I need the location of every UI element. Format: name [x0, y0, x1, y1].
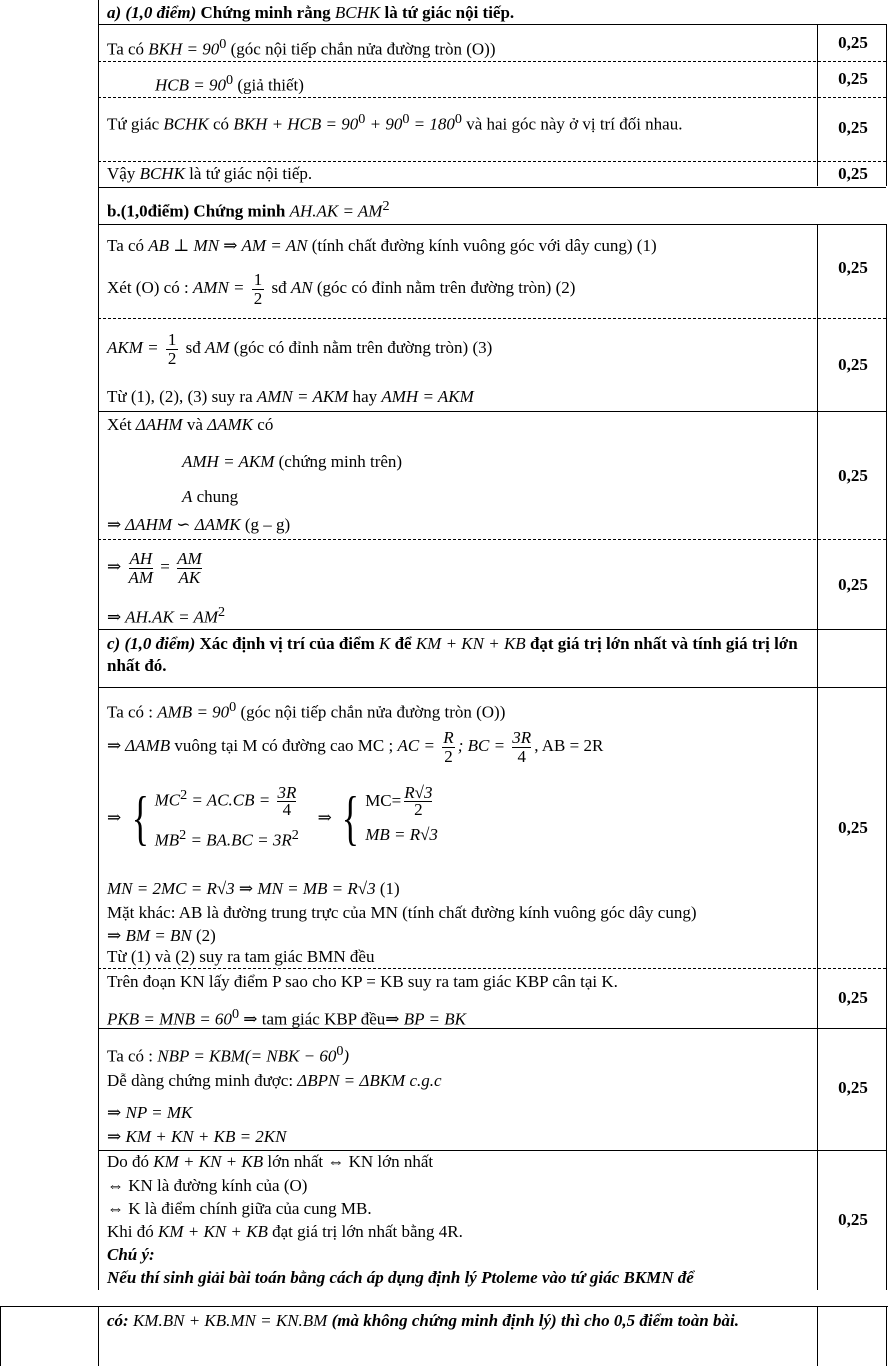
- part-a-line-1: Ta có BKH = $90^0$ (góc nội tiếp chắn nửa đường tròn (O)): [107, 36, 496, 59]
- part-a-line-4: Vậy BCHK là tứ giác nội tiếp.: [107, 164, 313, 183]
- brace-icon: {: [341, 784, 360, 851]
- part-b-heading: b.(1,0điểm) Chứng minh $AH.AK = AM^2$: [107, 198, 390, 221]
- part-c-line-10: Ta có : NBP = KBM(= NBK − $60^0$): [107, 1043, 350, 1066]
- fraction: $\frac{1}{2}$: [167, 329, 177, 368]
- row-divider: [98, 161, 886, 162]
- equation-system-1: $MC^2 = AC.CB$ = $\frac{3R}{4}$ $MB^2 = BA.BC = 3R^2$: [154, 783, 299, 850]
- fraction: $\frac{AM}{AK}$: [177, 548, 202, 587]
- table-left-border: [98, 0, 99, 1290]
- note-line-2: có: KM.BN + KB.MN = KN.BM (mà không chứng minh định lý) thì cho 0,5 điểm toàn bài.: [107, 1311, 739, 1330]
- score-value: 0,25: [838, 69, 868, 88]
- brace-icon: {: [131, 784, 149, 851]
- part-b-line-7: A chung: [182, 487, 239, 506]
- part-b-label: b.(1,0điểm): [107, 201, 190, 221]
- part-a-line-3: Tứ giác BCHK có BKH + HCB = $90^0 + 90^0 = 180^0$ và hai góc này ở vị trí đối nhau.: [107, 111, 683, 134]
- score-value: 0,25: [838, 355, 868, 374]
- part-a-line-2: HCB = $90^0$ (giả thiết): [155, 72, 304, 95]
- table-left-border: [0, 1306, 1, 1366]
- part-b-line-9: ⇒ $\frac{AH}{AM}$ = $\frac{AM}{AK}$: [107, 548, 202, 587]
- part-a-label: a) (1,0 điểm): [107, 3, 197, 22]
- row-divider: [98, 318, 886, 319]
- score-value: 0,25: [838, 575, 868, 594]
- part-c-line-14: Do đó KM + KN + KB lớn nhất ⇔ KN lớn nhất: [107, 1152, 434, 1171]
- part-c-line-13: ⇒ KM + KN + KB = 2KN: [107, 1127, 287, 1146]
- fraction: $\frac{3R}{4}$: [277, 783, 297, 820]
- part-c-line-1: Ta có : AMB = $90^0$ (góc nội tiếp chắn nửa đường tròn (O)): [107, 699, 506, 722]
- row-divider: [98, 687, 886, 688]
- part-b-line-5: Xét ΔAHM và ΔAMK có: [107, 415, 274, 434]
- part-b-line-10: ⇒ $AH.AK = AM^2$: [107, 604, 226, 627]
- score-column-border: [817, 1306, 818, 1366]
- score-value: 0,25: [838, 818, 868, 837]
- part-c-heading: c) (1,0 điểm) Xác định vị trí của điểm K để KM + KN + KB đạt giá trị lớn nhất và tính giá trị lớn nhất đó.: [107, 634, 798, 675]
- row-divider: [98, 629, 886, 630]
- part-b-line-2: Xét (O) có : AMN = $\frac{1}{2}$ sđ AN (góc có đỉnh nằm trên đường tròn) (2): [107, 269, 576, 308]
- table-right-border: [886, 224, 887, 1290]
- row-divider: [98, 968, 886, 969]
- part-c-line-5: Mặt khác: AB là đường trung trực của MN (tính chất đường kính vuông góc dây cung): [107, 903, 697, 922]
- part-b-line-8: ⇒ ΔAHM ∽ ΔAMK (g – g): [107, 515, 291, 534]
- row-divider: [0, 1306, 888, 1307]
- part-c-line-11: Dễ dàng chứng minh được: ΔBPN = ΔBKM c.g.c: [107, 1071, 442, 1090]
- row-divider: [98, 61, 886, 62]
- score-value: 0,25: [838, 33, 868, 52]
- part-c-label: c) (1,0 điểm): [107, 634, 196, 653]
- note-line-1: Nếu thí sinh giải bài toán bằng cách áp dụng định lý Ptoleme vào tứ giác BKMN để: [107, 1268, 694, 1287]
- score-value: 0,25: [838, 118, 868, 137]
- part-c-line-8: Trên đoạn KN lấy điểm P sao cho KP = KB suy ra tam giác KBP cân tại K.: [107, 972, 618, 991]
- row-divider: [98, 187, 886, 188]
- score-value: 0,25: [838, 1078, 868, 1097]
- part-c-line-16: ⇔ K là điểm chính giữa của cung MB.: [107, 1199, 372, 1218]
- row-divider: [98, 224, 886, 225]
- fraction: $\frac{AH}{AM}$: [128, 548, 154, 587]
- part-b-line-6: AMH = AKM (chứng minh trên): [182, 452, 403, 471]
- part-c-line-4: MN = 2MC = R√3 ⇒ MN = MB = R√3 (1): [107, 879, 400, 898]
- score-value: 0,25: [838, 258, 868, 277]
- part-a-heading: a) (1,0 điểm) Chứng minh rằng BCHK là tứ giác nội tiếp.: [107, 3, 515, 22]
- part-c-line-7: Từ (1) và (2) suy ra tam giác BMN đều: [107, 947, 375, 966]
- fraction: $\frac{R√3}{2}$: [404, 783, 433, 820]
- score-column-border: [817, 224, 818, 1290]
- row-divider: [98, 539, 886, 540]
- part-c-line-12: ⇒ NP = MK: [107, 1103, 193, 1122]
- equation-system-2: MC= $\frac{R√3}{2}$ MB = R√3: [365, 783, 438, 845]
- part-c-line-9: PKB = MNB = $60^0$ ⇒ tam giác KBP đều⇒ BP = BK: [107, 1006, 466, 1029]
- score-value: 0,25: [838, 466, 868, 485]
- row-divider: [98, 97, 886, 98]
- table-left-border: [98, 1306, 99, 1366]
- part-b-line-3: AKM = $\frac{1}{2}$ sđ AM (góc có đỉnh nằm trên đường tròn) (3): [107, 329, 493, 368]
- fraction: $\frac{1}{2}$: [253, 269, 263, 308]
- row-divider: [98, 411, 886, 412]
- part-c-systems: ⇒ { $MC^2 = AC.CB$ = $\frac{3R}{4}$ $MB^2 = BA.BC = 3R^2$ ⇒ { MC= $\frac{R√3}{2}$ MB = R√3: [107, 778, 812, 858]
- score-value: 0,25: [838, 164, 868, 183]
- table-right-border: [886, 1306, 887, 1366]
- part-b-line-1: Ta có AB ⊥ MN ⇒ AM = AN (tính chất đường kính vuông góc với dây cung) (1): [107, 236, 657, 255]
- fraction: $\frac{R}{2}$: [443, 727, 454, 766]
- row-divider: [98, 24, 886, 25]
- score-value: 0,25: [838, 988, 868, 1007]
- fraction: $\frac{3R}{4}$: [512, 727, 532, 766]
- part-c-line-2: ⇒ ΔAMB vuông tại M có đường cao MC ; AC = $\frac{R}{2}$ ; BC = $\frac{3R}{4}$ , AB = 2R: [107, 727, 604, 766]
- note-title: Chú ý:: [107, 1245, 155, 1264]
- part-c-line-15: ⇔ KN là đường kính của (O): [107, 1176, 308, 1195]
- score-value: 0,25: [838, 1210, 868, 1229]
- part-b-line-4: Từ (1), (2), (3) suy ra AMN = AKM hay AMH = AKM: [107, 387, 474, 406]
- part-c-line-17: Khi đó KM + KN + KB đạt giá trị lớn nhất bằng 4R.: [107, 1222, 463, 1241]
- part-c-line-6: ⇒ BM = BN (2): [107, 926, 216, 945]
